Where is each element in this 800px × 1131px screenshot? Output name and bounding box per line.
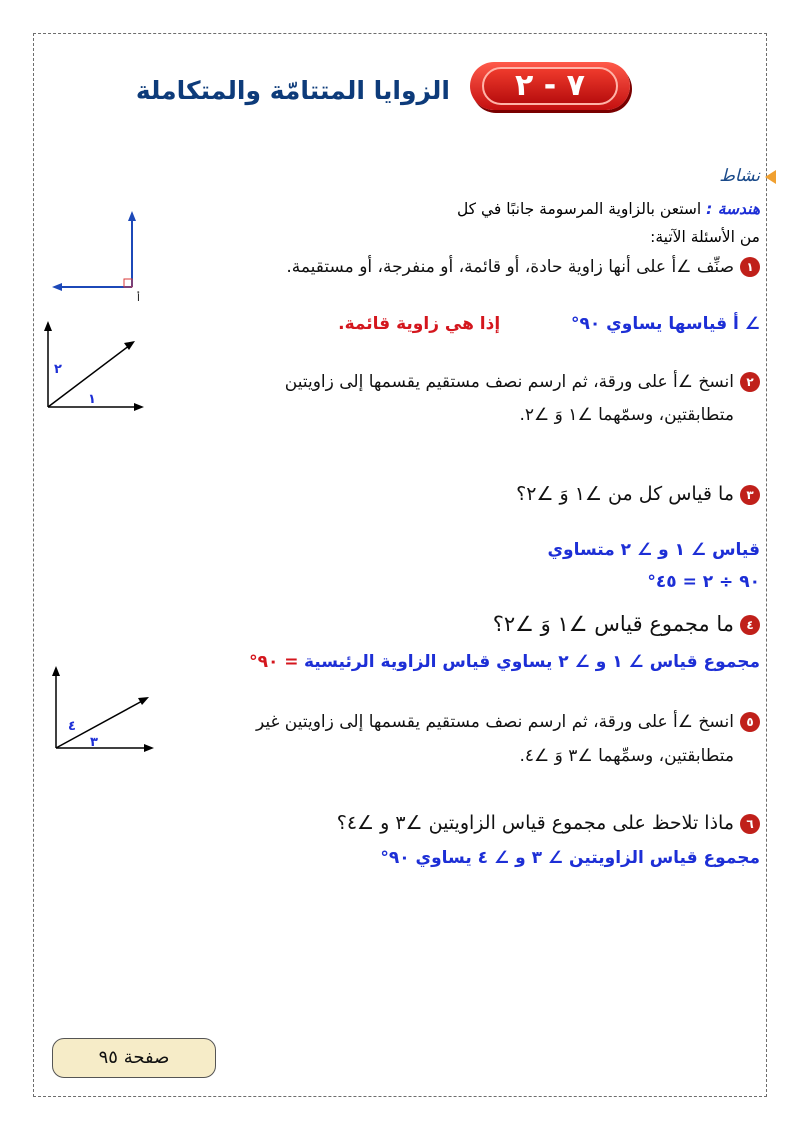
question-5-line-2: متطابقتين، وسمِّهما ∠٣ وَ ∠٤.: [519, 746, 734, 766]
question-text: انسخ ∠أ على ورقة، ثم ارسم نصف مستقيم يقسمها إلى زاويتين غير: [255, 712, 734, 732]
arrow-icon: [765, 170, 776, 184]
answer-3-line-1: قياس ∠ ١ و ∠ ٢ متساوي: [547, 540, 760, 560]
arrow-right-icon: [134, 403, 144, 411]
answer-3-line-2: ٩٠ ÷ ٢ = ٤٥°: [647, 572, 760, 592]
question-text: ما قياس كل من ∠١ وَ ∠٢؟: [516, 483, 734, 505]
answer-1: [338, 314, 760, 334]
answer-4-value: = ٩٠°: [249, 652, 299, 672]
angle-label-1: ١: [88, 392, 96, 407]
page-border: [33, 33, 767, 1097]
lesson-number: ٧ - ٢: [515, 68, 585, 103]
angle-label-4: ٤: [68, 719, 76, 734]
question-text: ماذا تلاحظ على مجموع قياس الزاويتين ∠٣ و ∠٤؟: [336, 812, 734, 834]
arrow-left-icon: [52, 283, 62, 291]
question-number: ٥: [740, 712, 760, 732]
answer-1-measure: ∠ أ قياسها يساوي ٩٠°: [571, 314, 760, 334]
intro-line-2: من الأسئلة الآتية:: [650, 228, 760, 246]
figure-bisected-angle: [40, 315, 160, 415]
answer-4-text: مجموع قياس ∠ ١ و ∠ ٢ يساوي قياس الزاوية الرئيسية: [303, 652, 760, 672]
answer-1-conclusion: إذا هي زاوية قائمة.: [338, 314, 501, 334]
figure-split-angle: [40, 658, 170, 758]
question-4: [493, 612, 760, 636]
intro-rest: استعن بالزاوية المرسومة جانبًا في كل: [456, 200, 702, 218]
question-6: [337, 812, 760, 834]
activity-label: نشاط: [719, 166, 760, 186]
arrow-right-icon: [144, 744, 154, 752]
arrow-up-icon: [128, 211, 136, 221]
question-text: ما مجموع قياس ∠١ وَ ∠٢؟: [492, 612, 734, 636]
question-number: ٣: [740, 485, 760, 505]
answer-4: [249, 652, 760, 672]
intro-bold: هندسة :: [706, 200, 760, 218]
page-number: صفحة ٩٥: [98, 1047, 170, 1068]
question-2: [285, 372, 760, 392]
question-number: ٢: [740, 372, 760, 392]
lesson-title: الزوايا المتتامّة والمتكاملة: [135, 76, 450, 105]
angle-label-3: ٣: [90, 735, 98, 750]
question-text: انسخ ∠أ على ورقة، ثم ارسم نصف مستقيم يقسمها إلى زاويتين: [284, 372, 734, 392]
figure-right-angle: [40, 205, 160, 305]
activity-heading: [719, 166, 760, 186]
arrow-up-icon: [52, 666, 60, 676]
question-5: [256, 712, 760, 732]
question-3: [516, 483, 760, 505]
right-angle-mark: [124, 279, 132, 287]
arrow-up-icon: [44, 321, 52, 331]
question-number: ٤: [740, 615, 760, 635]
question-number: ٦: [740, 814, 760, 834]
question-1: [286, 257, 760, 277]
answer-6: مجموع قياس الزاويتين ∠ ٣ و ∠ ٤ يساوي ٩٠°: [380, 848, 760, 868]
angle-label-2: ٢: [54, 362, 62, 377]
question-text: صنِّف ∠أ على أنها زاوية حادة، أو قائمة، أو منفرجة، أو مستقيمة.: [286, 257, 734, 277]
vertex-label: أ: [137, 293, 140, 304]
arrow-diagonal-icon: [138, 697, 149, 705]
question-2-line-2: متطابقتين، وسمّهما ∠١ وَ ∠٢.: [519, 405, 734, 425]
question-number: ١: [740, 257, 760, 277]
intro-line-1: [457, 200, 760, 218]
